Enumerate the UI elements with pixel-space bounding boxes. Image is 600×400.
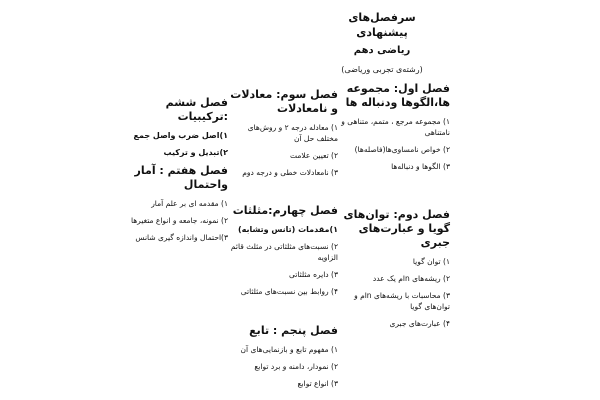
chapter-items	[330, 256, 450, 329]
list-item: ۳) دایره مثلثاتی	[289, 270, 338, 279]
chapter-3	[228, 88, 338, 184]
chapter-items	[118, 198, 228, 243]
page-subtitle: ریاضی دهم	[353, 45, 411, 56]
chapter-5	[228, 324, 338, 395]
chapter-items	[330, 116, 450, 172]
list-item: ۳) انواع توابع	[297, 379, 338, 388]
list-item: ۲) خواص نامساوی‌ها(فاصله‌ها)	[354, 145, 450, 154]
chapter-title: فصل هفتم : آمار واحتمال	[134, 164, 228, 191]
list-item: ۲) نمونه، جامعه و انواع متغیرها	[130, 216, 228, 225]
list-item: ۱) توان گویا	[412, 257, 450, 266]
list-item: ۳)احتمال واندازه گیری شانس	[135, 233, 228, 242]
chapter-7	[118, 164, 228, 249]
chapter-2	[330, 208, 450, 335]
chapter-items	[228, 122, 338, 178]
document-header	[322, 10, 442, 76]
chapter-title: فصل اول: مجموعه ها،الگوها ودنباله ها	[345, 82, 450, 109]
list-item: ۲) نمودار، دامنه و برد توابع	[254, 362, 338, 371]
page-note: (رشته‌ی تجربی وریاضی)	[341, 65, 423, 74]
chapter-1	[330, 82, 450, 178]
page-title: سرفصل‌های پیشنهادی	[348, 11, 416, 39]
chapter-4	[228, 204, 338, 303]
list-item: ۲) نسبت‌های مثلثاتی در مثلث قائم الزاویه	[230, 242, 338, 262]
list-item: ۲) ریشه‌های nام یک عدد	[372, 274, 450, 283]
list-item: ۲)تبدیل و ترکیب	[163, 148, 228, 157]
chapter-title: فصل سوم: معادلات و نامعادلات	[230, 88, 338, 115]
list-item: ۲) تعیین علامت	[290, 151, 338, 160]
chapter-items	[228, 344, 338, 389]
chapter-6	[118, 96, 228, 164]
list-item: ۱)اصل ضرب واصل جمع	[133, 131, 228, 140]
list-item: ۴) عبارت‌های جبری	[389, 319, 450, 328]
chapter-items	[118, 130, 228, 158]
list-item: ۱) مقدمه ای بر علم آمار	[151, 199, 228, 208]
list-item: ۱) مفهوم تابع و بازنمایی‌های آن	[240, 345, 338, 354]
list-item: ۳) محاسبات با ریشه‌های nام و توان‌های گویا	[354, 291, 450, 311]
chapter-title: فصل چهارم:مثلثات	[232, 204, 338, 217]
chapter-title: فصل ششم :ترکیبیات	[165, 96, 228, 123]
list-item: ۴) روابط بین نسبت‌های مثلثاتی	[240, 287, 338, 296]
chapter-title: فصل پنجم : تابع	[249, 324, 338, 337]
chapter-subtitle: ۱)مقدمات (تانس وتشابه)	[237, 225, 338, 234]
list-item: ۳) الگوها و دنباله‌ها	[391, 162, 450, 171]
list-item: ۱) معادله درجه ۲ و روش‌های مختلف حل آن	[247, 123, 338, 143]
list-item: ۳) نامعادلات خطی و درجه دوم	[242, 168, 338, 177]
chapter-items	[228, 241, 338, 297]
list-item: ۱) مجموعه مرجع ، متمم، متناهی و نامتناهی	[341, 117, 450, 137]
chapter-title: فصل دوم: توان‌های گویا و عبارت‌های جبری	[343, 208, 450, 249]
